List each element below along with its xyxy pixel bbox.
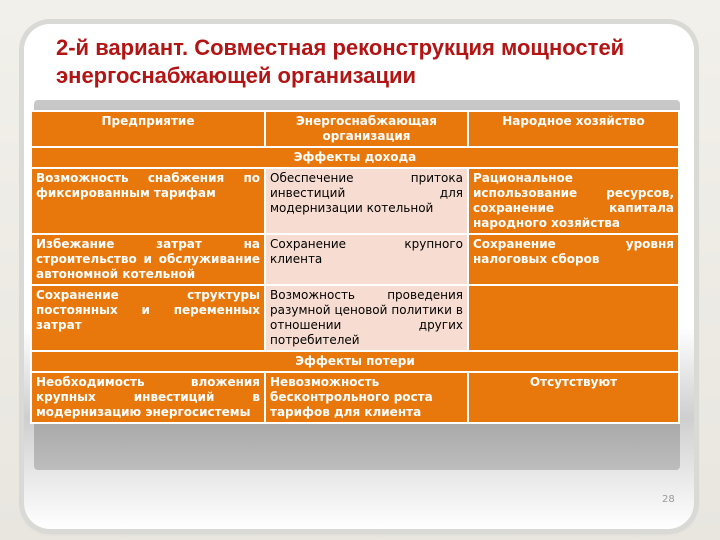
cell-economy: Рациональное использование ресурсов, сохранение капитала народного хозяйства [468,168,679,234]
header-enterprise: Предприятие [31,111,265,147]
section-income-label: Эффекты дохода [31,147,679,168]
cell-enterprise: Сохранение структуры постоянных и переменных затрат [31,285,265,351]
cell-economy: Отсутствуют [468,372,679,423]
cell-enterprise: Возможность снабжения по фиксированным тарифам [31,168,265,234]
section-row-income [31,147,679,168]
header-energy-org: Энергоснабжающая организация [265,111,468,147]
cell-energy-org: Возможность проведения разумной ценовой политики в отношении других потребителей [265,285,468,351]
cell-energy-org: Обеспечение притока инвестиций для модернизации котельной [265,168,468,234]
cell-economy [468,285,679,351]
effects-table [30,110,680,424]
table-row [31,285,679,351]
page-number: 28 [662,494,675,505]
section-row-loss [31,351,679,372]
section-loss-label: Эффекты потери [31,351,679,372]
cell-enterprise: Избежание затрат на строительство и обслуживание автономной котельной [31,234,265,285]
table-row [31,168,679,234]
cell-economy: Сохранение уровня налоговых сборов [468,234,679,285]
header-economy: Народное хозяйство [468,111,679,147]
table-header-row [31,111,679,147]
table-row [31,234,679,285]
cell-energy-org: Невозможность бесконтрольного роста тарифов для клиента [265,372,468,423]
table-row [31,372,679,423]
cell-enterprise: Необходимость вложения крупных инвестиций в модернизацию энергосистемы [31,372,265,423]
slide-title: 2-й вариант. Совместная реконструкция мощностей энергоснабжающей организации [56,35,625,88]
cell-energy-org: Сохранение крупного клиента [265,234,468,285]
